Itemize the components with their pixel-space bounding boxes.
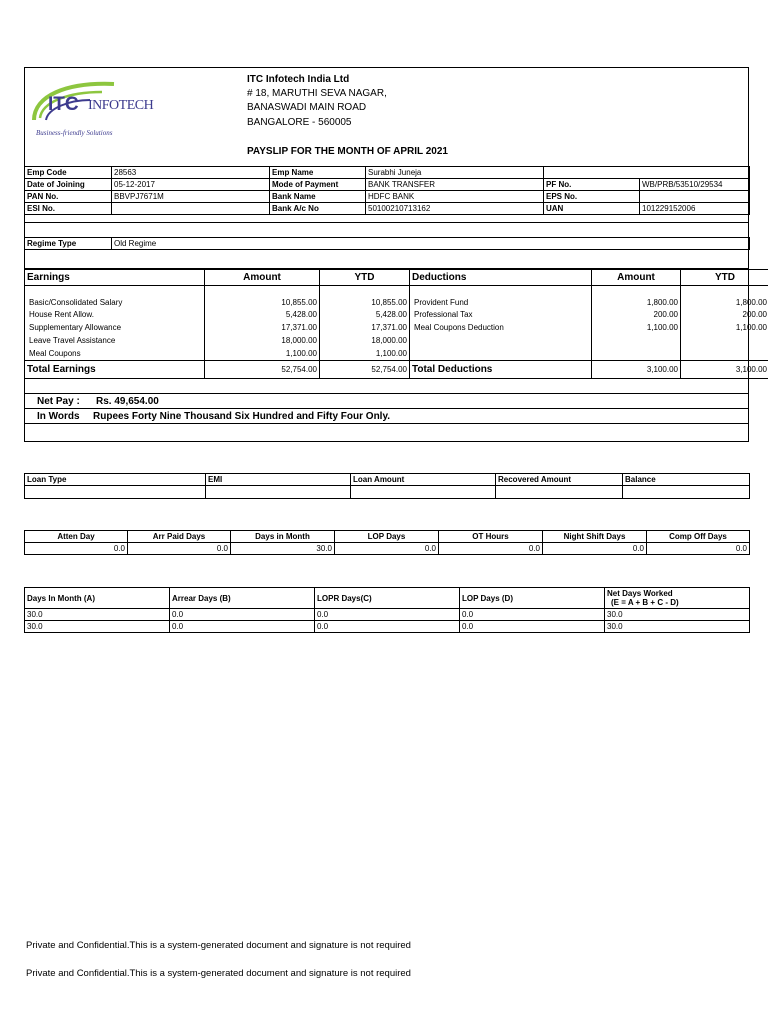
days-cell: 0.0 <box>460 609 605 621</box>
loan-amount-header: Loan Amount <box>351 474 496 486</box>
bank-account-label: Bank A/c No <box>270 203 366 215</box>
earnings-row <box>25 297 768 308</box>
total-deductions-ytd: 3,100.00 <box>681 361 768 379</box>
net-pay-value: Rs. 49,654.00 <box>96 396 159 407</box>
total-deductions-amount: 3,100.00 <box>592 361 681 379</box>
arr-paid-days-header: Arr Paid Days <box>128 531 231 543</box>
deduction-name: Provident Fund <box>410 297 592 308</box>
logo-infotech: INFOTECH <box>88 98 154 113</box>
lop-days-value: 0.0 <box>335 543 439 555</box>
earnings-ytd-header: YTD <box>320 270 410 286</box>
earning-amount: 10,855.00 <box>205 297 320 308</box>
earning-ytd: 17,371.00 <box>320 321 410 334</box>
days-cell: 30.0 <box>25 621 170 633</box>
emp-code-label: Emp Code <box>25 167 112 179</box>
uan-label: UAN <box>544 203 640 215</box>
days-cell: 30.0 <box>605 609 750 621</box>
deduction-ytd: 200.00 <box>681 308 768 321</box>
divider <box>24 408 749 409</box>
ot-hours-value: 0.0 <box>439 543 543 555</box>
days-cell: 0.0 <box>315 621 460 633</box>
empty-cell <box>544 167 640 179</box>
net-days-worked-label: Net Days Worked <box>607 589 673 598</box>
lopr-days-header: LOPR Days(C) <box>315 588 460 609</box>
earning-ytd: 5,428.00 <box>320 308 410 321</box>
company-address-line2: BANASWADI MAIN ROAD <box>247 102 367 113</box>
company-name: ITC Infotech India Ltd <box>247 74 350 85</box>
in-words-label: In Words <box>37 411 80 422</box>
deduction-amount: 1,800.00 <box>592 297 681 308</box>
pan-label: PAN No. <box>25 191 112 203</box>
earning-name: House Rent Allow. <box>25 308 205 321</box>
earnings-row <box>25 308 768 321</box>
days-in-month-a-header: Days In Month (A) <box>25 588 170 609</box>
logo-tagline: Business-friendly Solutions <box>36 129 113 137</box>
atten-day-value: 0.0 <box>25 543 128 555</box>
empty-cell <box>640 167 750 179</box>
earning-amount: 5,428.00 <box>205 308 320 321</box>
days-in-month-header: Days in Month <box>231 531 335 543</box>
earnings-header: Earnings <box>25 270 205 286</box>
days-cell: 0.0 <box>170 609 315 621</box>
days-row <box>25 609 750 621</box>
loan-table <box>24 473 750 499</box>
days-cell: 30.0 <box>25 609 170 621</box>
logo-itc: ITC <box>48 94 79 115</box>
earning-name: Meal Coupons <box>25 347 205 361</box>
night-shift-days-header: Night Shift Days <box>543 531 647 543</box>
company-logo <box>26 78 156 143</box>
earning-amount: 17,371.00 <box>205 321 320 334</box>
uan-value: 101229152006 <box>640 203 750 215</box>
earning-name: Supplementary Allowance <box>25 321 205 334</box>
bank-account-value: 50100210713162 <box>366 203 544 215</box>
balance-header: Balance <box>623 474 750 486</box>
esi-label: ESI No. <box>25 203 112 215</box>
pf-value: WB/PRB/53510/29534 <box>640 179 750 191</box>
confidential-notice: Private and Confidential.This is a system-generated document and signature is not required <box>26 968 411 979</box>
bank-name-label: Bank Name <box>270 191 366 203</box>
eps-value <box>640 191 750 203</box>
doj-value: 05-12-2017 <box>112 179 270 191</box>
days-cell: 0.0 <box>460 621 605 633</box>
loan-type-header: Loan Type <box>25 474 206 486</box>
regime-table <box>24 237 750 250</box>
deductions-header: Deductions <box>410 270 592 286</box>
earning-ytd: 18,000.00 <box>320 334 410 347</box>
lop-days-header: LOP Days <box>335 531 439 543</box>
net-days-worked-header <box>605 588 750 609</box>
days-table <box>24 587 750 633</box>
earning-ytd: 1,100.00 <box>320 347 410 361</box>
deduction-amount: 1,100.00 <box>592 321 681 334</box>
comp-off-days-value: 0.0 <box>647 543 750 555</box>
emp-name-value: Surabhi Juneja <box>366 167 544 179</box>
atten-day-header: Atten Day <box>25 531 128 543</box>
bank-name-value: HDFC BANK <box>366 191 544 203</box>
total-deductions-label: Total Deductions <box>410 361 592 379</box>
days-cell: 30.0 <box>605 621 750 633</box>
company-address-line1: # 18, MARUTHI SEVA NAGAR, <box>247 88 387 99</box>
earnings-amount-header: Amount <box>205 270 320 286</box>
deduction-ytd: 1,800.00 <box>681 297 768 308</box>
totals-row <box>25 361 768 379</box>
regime-value: Old Regime <box>112 238 750 250</box>
deductions-amount-header: Amount <box>592 270 681 286</box>
emi-header: EMI <box>206 474 351 486</box>
deduction-amount: 200.00 <box>592 308 681 321</box>
pan-value: BBVPJ7671M <box>112 191 270 203</box>
regime-label: Regime Type <box>25 238 112 250</box>
lop-days-d-header: LOP Days (D) <box>460 588 605 609</box>
attendance-table <box>24 530 750 555</box>
earnings-row <box>25 321 768 334</box>
earning-ytd: 10,855.00 <box>320 297 410 308</box>
deduction-name: Professional Tax <box>410 308 592 321</box>
earnings-deductions-table <box>24 269 768 379</box>
esi-value <box>112 203 270 215</box>
divider <box>24 393 749 394</box>
pf-label: PF No. <box>544 179 640 191</box>
earning-name: Basic/Consolidated Salary <box>25 297 205 308</box>
deductions-ytd-header: YTD <box>681 270 768 286</box>
days-row <box>25 621 750 633</box>
divider <box>24 423 749 424</box>
employee-info-table <box>24 166 750 215</box>
net-days-formula: (E = A + B + C - D) <box>611 598 679 607</box>
total-earnings-label: Total Earnings <box>25 361 205 379</box>
deduction-name: Meal Coupons Deduction <box>410 321 592 334</box>
earning-amount: 18,000.00 <box>205 334 320 347</box>
recovered-amount-header: Recovered Amount <box>496 474 623 486</box>
divider <box>24 222 749 223</box>
arr-paid-days-value: 0.0 <box>128 543 231 555</box>
in-words-value: Rupees Forty Nine Thousand Six Hundred and Fifty Four Only. <box>93 411 391 422</box>
doj-label: Date of Joining <box>25 179 112 191</box>
confidential-notice: Private and Confidential.This is a system-generated document and signature is not required <box>26 940 411 951</box>
eps-label: EPS No. <box>544 191 640 203</box>
days-cell: 0.0 <box>170 621 315 633</box>
net-pay-label: Net Pay : <box>37 396 80 407</box>
days-cell: 0.0 <box>315 609 460 621</box>
comp-off-days-header: Comp Off Days <box>647 531 750 543</box>
company-address-line3: BANGALORE - 560005 <box>247 117 352 128</box>
night-shift-days-value: 0.0 <box>543 543 647 555</box>
earnings-row <box>25 334 768 347</box>
earning-amount: 1,100.00 <box>205 347 320 361</box>
payment-mode-value: BANK TRANSFER <box>366 179 544 191</box>
payment-mode-label: Mode of Payment <box>270 179 366 191</box>
days-in-month-value: 30.0 <box>231 543 335 555</box>
payslip-title: PAYSLIP FOR THE MONTH OF APRIL 2021 <box>247 146 448 157</box>
total-earnings-amount: 52,754.00 <box>205 361 320 379</box>
ot-hours-header: OT Hours <box>439 531 543 543</box>
deduction-ytd: 1,100.00 <box>681 321 768 334</box>
earnings-row <box>25 347 768 361</box>
arrear-days-header: Arrear Days (B) <box>170 588 315 609</box>
earning-name: Leave Travel Assistance <box>25 334 205 347</box>
total-earnings-ytd: 52,754.00 <box>320 361 410 379</box>
emp-code-value: 28563 <box>112 167 270 179</box>
emp-name-label: Emp Name <box>270 167 366 179</box>
